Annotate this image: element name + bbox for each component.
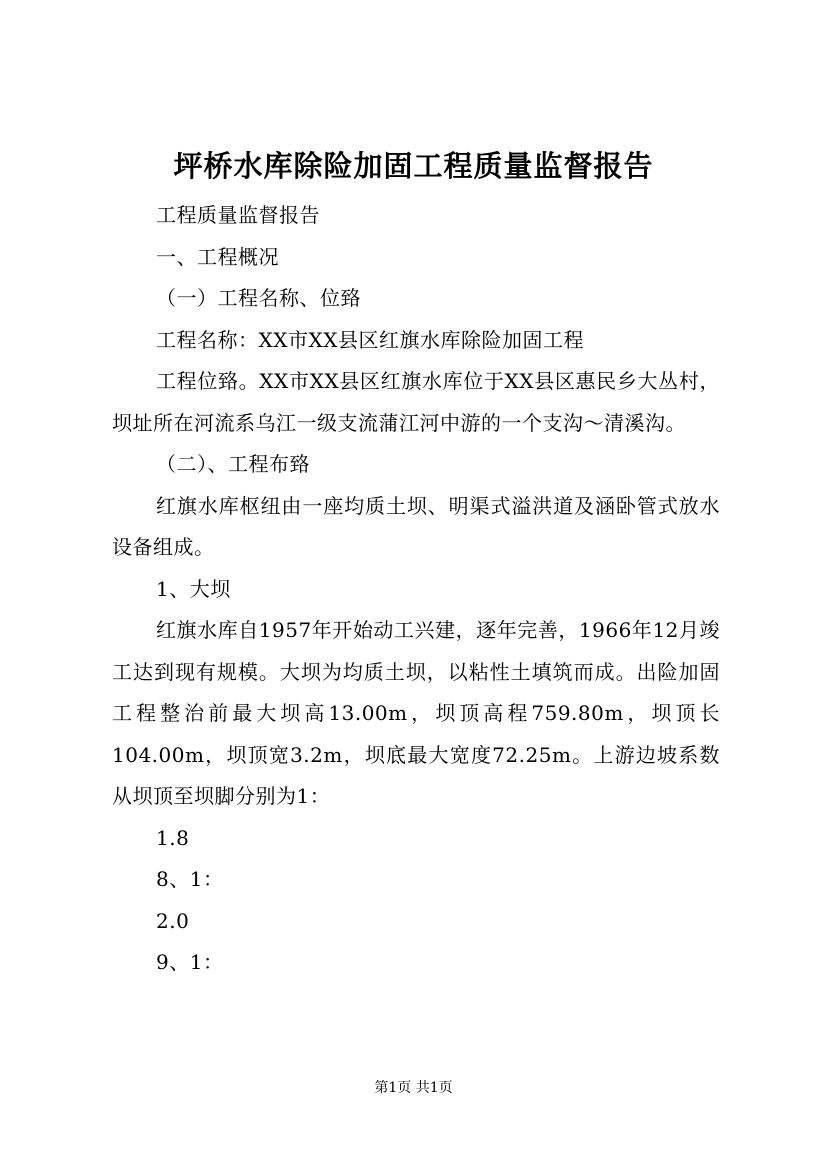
page-number-footer: 第1页 共1页	[374, 1080, 453, 1096]
paragraph-value-2: 8、1：	[156, 867, 224, 891]
paragraph-layout-description: 红旗水库枢纽由一座均质土坝、明渠式溢洪道及涵卧管式放水设备组成。	[112, 493, 720, 559]
paragraph-project-location: 工程位臵。XX市XX县区红旗水库位于XX县区惠民乡大丛村，坝址所在河流系乌江一级支流蒲江河中游的一个支沟～清溪沟。	[112, 369, 720, 435]
paragraph-value-1: 1.8	[156, 825, 190, 850]
paragraph-value-4: 9、1：	[156, 950, 224, 974]
paragraph-dam-description: 红旗水库自1957年开始动工兴建，逐年完善，1966年12月竣工达到现有规模。大坝为均质土坝，以粘性土填筑而成。出险加固工程整治前最大坝高13.00m，坝顶高程759.80m，坝顶长104.00m，坝顶宽3.2m，坝底最大宽度72.25m。上游边坡系数从坝顶至坝脚分别为1：	[112, 618, 720, 808]
paragraph-section-overview: 一、工程概况	[156, 244, 279, 269]
document-body	[112, 195, 720, 984]
paragraph-value-3: 2.0	[156, 908, 190, 933]
document-title: 坪桥水库除险加固工程质量监督报告	[173, 149, 654, 183]
paragraph-subsection-name-location: （一）工程名称、位臵	[156, 286, 361, 310]
paragraph-project-name: 工程名称：XX市XX县区红旗水库除险加固工程	[156, 327, 584, 352]
paragraph-report-heading: 工程质量监督报告	[156, 203, 320, 227]
paragraph-subsection-layout: （二）、工程布臵	[156, 452, 310, 476]
paragraph-dam-heading: 1、大坝	[156, 576, 231, 601]
